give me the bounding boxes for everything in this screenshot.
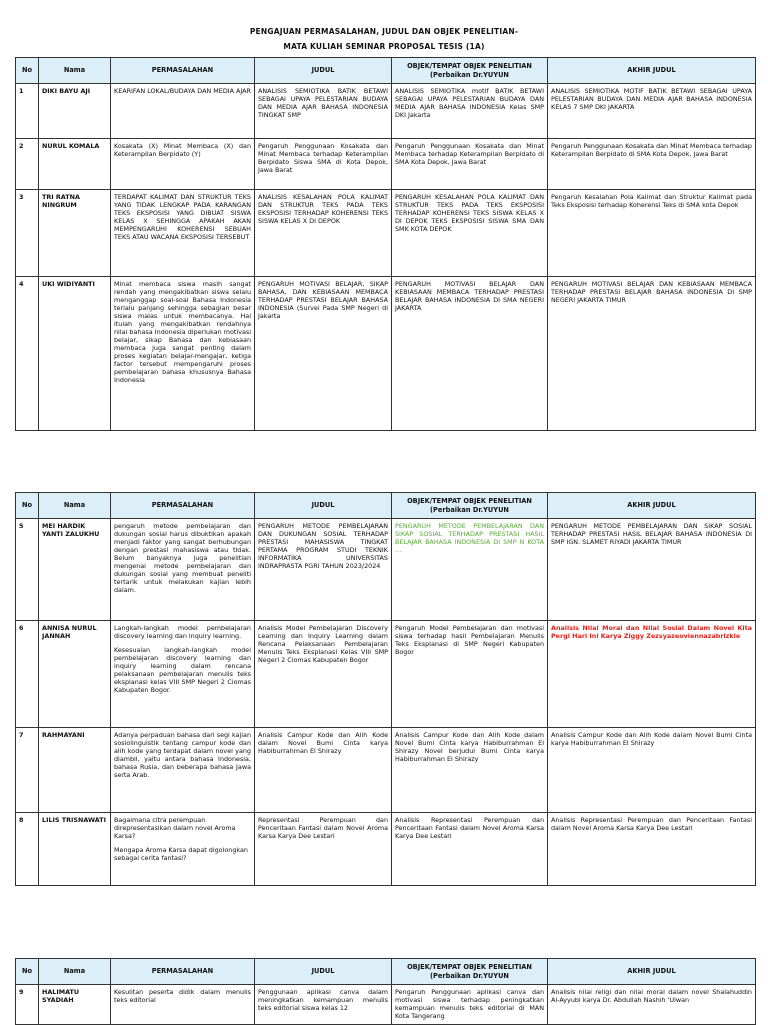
row-judul: Analisis Campur Kode dan Alih Kode dalam Novel Bumi Cinta karya Habiburrahman El Shirazy <box>255 728 392 813</box>
row-permasalahan <box>111 621 255 728</box>
row-objek: PENGARUH KESALAHAN POLA KALIMAT DAN STRUKTUR TEKS PADA TEKS EKSPOSISI TERHADAP KOHERENSI TEKS SISWA KELAS X DI DEPOK TEKS EKSPOSISI SISWA SMA DAN SMK KOTA DEPOK <box>392 190 548 277</box>
row-judul: PENGARUH MOTIVASI BELAJAR, SIKAP BAHASA, DAN KEBIASAAN MEMBACA TERHADAP PRESTASI BELAJAR BAHASA INDONESIA (Survei Pada SMP Negeri di Jakarta <box>255 277 392 431</box>
row-no: 3 <box>16 190 39 277</box>
row-no: 1 <box>16 84 39 139</box>
row-objek: Pengaruh Model Pembelajaran dan motivasi siswa terhadap hasil Pembelajaran Menulis Teks Eksplanasi di SMP Negeri Kabupaten Bogor <box>392 621 548 728</box>
row-judul: ANALISIS KESALAHAN POLA KALIMAT DAN STRUKTUR TEKS PADA TEKS EKSPOSISI TERHADAP KOHERENSI TEKS SISWA KELAS X DI DEPOK <box>255 190 392 277</box>
row-objek: PENGARUH METODE PEMBELAJARAN DAN SIKAP SOSIAL TERHADAP PRESTASI HASIL BELAJAR BAHASA INDONESIA DI SMP N KOTA … <box>392 519 548 621</box>
col-permasalahan: PERMASALAHAN <box>111 58 255 84</box>
row-no: 5 <box>16 519 39 621</box>
row-objek: Pengaruh Penggunaan aplikasi canva dan motivasi siswa terhadap peningkatkan kemampuan menulis teks editorial di MAN Kota Tangerang <box>392 985 548 1025</box>
permasalahan-text: Langkah-langkah model pembelajaran discovery learning dan inquiry learning. <box>114 624 251 640</box>
row-akhir: Analisis nilai religi dan nilai moral dalam novel Shalahuddin Al-Ayyubi karya Dr. Abdullah Nashih 'Ulwan <box>548 985 756 1025</box>
permasalahan-text: Adanya perpaduan bahasa dari segi kajian sosiolinguistik tentang campur kode dan alih kode yang terdapat dalam novel yang diambil, yaitu antara bahasa Indonesia, bahasa Rusia, dan beberapa bahasa Jawa serta Arab. <box>114 731 251 779</box>
row-no: 4 <box>16 277 39 431</box>
row-judul: ANALISIS SEMIOTIKA BATIK BETAWI SEBAGAI UPAYA PELESTARIAN BUDAYA DAN MEDIA AJAR BAHASA INDONESIA TINGKAT SMP <box>255 84 392 139</box>
row-akhir: Analisis Nilai Moral dan Nilai Sosial Dalam Novel Kita Pergi Hari Ini Karya Ziggy Zezsyazeoviennazabrizkie <box>548 621 756 728</box>
table-header-row <box>16 493 756 519</box>
col-akhir: AKHIR JUDUL <box>548 959 756 985</box>
row-judul: Representasi Perempuan dan Penceritaan Fantasi dalam Novel Aroma Karsa Karya Dee Lestari <box>255 813 392 886</box>
permasalahan-text: Bagaimana citra perempuan direpresentasikan dalam novel Aroma Karsa? <box>114 816 236 840</box>
col-objek-sub: (Perbaikan Dr.YUYUN <box>430 505 509 514</box>
row-permasalahan <box>111 84 255 139</box>
proposal-table-1 <box>15 57 756 431</box>
row-permasalahan <box>111 190 255 277</box>
col-akhir: AKHIR JUDUL <box>548 493 756 519</box>
table-row <box>16 728 756 813</box>
proposal-table-2 <box>15 492 756 886</box>
row-judul: Analisis Model Pembelajaran Discovery Learning dan Inquiry Learning dalam Rencana Pelaksanaan Pembelajaran Menulis Teks Eksplanasi Kelas VIII SMP Negeri 2 Ciomas Kabupaten Bogor <box>255 621 392 728</box>
table-header-row <box>16 959 756 985</box>
row-judul: PENGARUH METODE PEMBELAJARAN DAN DUKUNGAN SOSIAL TERHADAP PRESTASI MAHASISWA TINGKAT PERTAMA PROGRAM STUDI TEKNIK INFORMATIKA UNIVERSITAS INDRAPRASTA PGRI TAHUN 2023/2024 <box>255 519 392 621</box>
col-objek-label: OBJEK/TEMPAT OBJEK PENELITIAN <box>407 62 532 71</box>
row-akhir: Pengaruh Kesalahan Pola Kalimat dan Struktur Kalimat pada Teks Eksposisi terhadap Koherensi Teks di SMA kota Depok <box>548 190 756 277</box>
col-objek-sub: (Perbaikan Dr.YUYUN <box>430 70 509 79</box>
row-objek: Analisis Campur Kode dan Alih Kode dalam Novel Bumi Cinta karya Habiburrahman El Shirazy Novel berjudul Bumi Cinta karya Habiburrahman El Shirazy <box>392 728 548 813</box>
col-judul: JUDUL <box>255 959 392 985</box>
permasalahan-text: TERDAPAT KALIMAT DAN STRUKTUR TEKS YANG TIDAK LENGKAP PADA KARANGAN TEKS EKSPOSISI YANG DIBUAT SISWA KELAS X SEHINGGA APAKAH AKAN MEMPENGARUHI KOHERENSI SEBUAH TEKS ATAU WACANA EKSPOSISI TERSEBUT <box>114 193 251 241</box>
table-header-row <box>16 58 756 84</box>
permasalahan-text: KEARIFAN LOKAL/BUDAYA DAN MEDIA AJAR <box>114 87 251 95</box>
col-no: No <box>16 959 39 985</box>
permasalahan-text: pengaruh metode pembelajaran dan dukungan sosial harus dibuktikan apakah menjadi faktor yang sangat berhubungan dengan prestasi mahasiswa atau tidak. Belum banyaknya juga penelitian mengenai metode pembelajaran dan dukungan sosial yang membuat peneliti tertarik untuk melakukan kajian lebih dalam. <box>114 522 251 594</box>
table-row <box>16 190 756 277</box>
row-nama: DIKI BAYU AJI <box>39 84 111 139</box>
table-row <box>16 277 756 431</box>
row-nama: UKI WIDIYANTI <box>39 277 111 431</box>
col-no: No <box>16 493 39 519</box>
row-no: 9 <box>16 985 39 1025</box>
row-permasalahan <box>111 813 255 886</box>
doc-subtitle: MATA KULIAH SEMINAR PROPOSAL TESIS (1A) <box>283 42 485 51</box>
row-nama: NURUL KOMALA <box>39 139 111 190</box>
row-nama: TRI RATNA NINGRUM <box>39 190 111 277</box>
proposal-table-3 <box>15 958 756 1025</box>
row-nama: HALIMATU SYADIAH <box>39 985 111 1025</box>
row-no: 7 <box>16 728 39 813</box>
table-row <box>16 84 756 139</box>
row-objek: PENGARUH MOTIVASI BELAJAR DAN KEBIASAAN MEMBACA TERHADAP PRESTASI BELAJAR BAHASA INDONESIA DI SMA NEGERI JAKARTA <box>392 277 548 431</box>
table-row <box>16 985 756 1025</box>
col-objek-sub: (Perbaikan Dr.YUYUN <box>430 971 509 980</box>
permasalahan-text: Kosakata (X) Minat Membaca (X) dan Keterampilan Berpidato (Y) <box>114 142 251 158</box>
table-row <box>16 621 756 728</box>
row-permasalahan <box>111 139 255 190</box>
row-judul: Penggunaan aplikasi canva dalam meningkatkan kemampuan menulis teks editorial siswa kelas 12 <box>255 985 392 1025</box>
permasalahan-text: Minat membaca siswa masih sangat rendah yang mengakibatkan siswa selalu menganggap soal-soal Bahasa Indonesia terlalu panjang sehingga sebagian besar siswa malas untuk membacanya. Hal itulah yang mengakibatkan rendahnya nilai bahasa Indonesia diperlukan motivasi belajar, sikap Bahasa dan kebiasaan membaca juga sangat penting dalam proses kegiatan belajar-mengajar, ketiga factor tersebut mempengaruhi proses pembelajaran bahasa khususnya Bahasa Indonesia <box>114 280 251 384</box>
row-akhir: Pengaruh Penggunaan Kosakata dan Minat Membaca terhadap Keterampilan Berpidato di SMA Kota Depok, Jawa Barat <box>548 139 756 190</box>
row-objek: Analisis Representasi Perempuan dan Penceritaan Fantasi dalam Novel Aroma Karsa Karya Dee Lestari <box>392 813 548 886</box>
col-permasalahan: PERMASALAHAN <box>111 959 255 985</box>
table-row <box>16 813 756 886</box>
row-permasalahan <box>111 519 255 621</box>
row-akhir: PENGARUH MOTIVASI BELAJAR DAN KEBIASAAN MEMBACA TERHADAP PRESTASI BELAJAR BAHASA INDONESIA DI SMP NEGERI JAKARTA TIMUR <box>548 277 756 431</box>
row-no: 2 <box>16 139 39 190</box>
row-akhir: PENGARUH METODE PEMBELAJARAN DAN SIKAP SOSIAL TERHADAP PRESTASI HASIL BELAJAR BAHASA INDONESIA DI SMP IGN. SLAMET RIYADI JAKARTA TIMUR <box>548 519 756 621</box>
col-no: No <box>16 58 39 84</box>
permasalahan-text: Kesulitan peserta didik dalam menulis teks editorial <box>114 988 251 1004</box>
row-nama: MEI HARDIK YANTI ZALUKHU <box>39 519 111 621</box>
row-akhir: ANALISIS SEMIOTIKA MOTIF BATIK BETAWI SEBAGAI UPAYA PELESTARIAN BUDAYA DAN MEDIA AJAR BAHASA INDONESIA KELAS 7 SMP DKI JAKARTA <box>548 84 756 139</box>
col-objek <box>392 493 548 519</box>
col-objek-label: OBJEK/TEMPAT OBJEK PENELITIAN <box>407 497 532 506</box>
col-nama: Nama <box>39 493 111 519</box>
col-judul: JUDUL <box>255 58 392 84</box>
col-nama: Nama <box>39 959 111 985</box>
row-no: 6 <box>16 621 39 728</box>
col-nama: Nama <box>39 58 111 84</box>
row-permasalahan <box>111 277 255 431</box>
row-permasalahan <box>111 728 255 813</box>
row-judul: Pengaruh Penggunaan Kosakata dan Minat Membaca terhadap Keterampilan Berpidato Siswa SMA di Kota Depok, Jawa Barat <box>255 139 392 190</box>
row-nama: RAHMAYANI <box>39 728 111 813</box>
table-row <box>16 519 756 621</box>
permasalahan-text: Mengapa Aroma Karsa dapat digolongkan sebagai cerita fantasi? <box>114 846 248 862</box>
col-objek-label: OBJEK/TEMPAT OBJEK PENELITIAN <box>407 963 532 972</box>
row-nama: LILIS TRISNAWATI <box>39 813 111 886</box>
doc-title: PENGAJUAN PERMASALAHAN, JUDUL DAN OBJEK PENELITIAN- <box>249 27 519 36</box>
col-permasalahan: PERMASALAHAN <box>111 493 255 519</box>
row-nama: ANNISA NURUL JANNAH <box>39 621 111 728</box>
row-akhir: Analisis Representasi Perempuan dan Penceritaan Fantasi dalam Novel Aroma Karsa Karya Dee Lestari <box>548 813 756 886</box>
row-objek: ANALISIS SEMIOTIKA motif BATIK BETAWI SEBAGAI UPAYA PELESTARIAN BUDAYA DAN MEDIA AJAR BAHASA INDONESIA Kelas SMP DKI Jakarta <box>392 84 548 139</box>
row-permasalahan <box>111 985 255 1025</box>
row-objek: Pengaruh Penggunaan Kosakata dan Minat Membaca terhadap Keterampilan Berpidato di SMA Kota Depok, Jawa Barat <box>392 139 548 190</box>
col-objek <box>392 959 548 985</box>
table-row <box>16 139 756 190</box>
col-objek <box>392 58 548 84</box>
col-akhir: AKHIR JUDUL <box>548 58 756 84</box>
row-no: 8 <box>16 813 39 886</box>
row-akhir: Analisis Campur Kode dan Alih Kode dalam Novel Bumi Cinta karya Habiburrahman El Shirazy <box>548 728 756 813</box>
col-judul: JUDUL <box>255 493 392 519</box>
permasalahan-text: Kesesuaian langkah-langkah model pembelajaran discovery learning dan inquiry learning dalam rencana pelaksanaan pembelajaran menulis teks eksplanasi kelas VIII SMP Negeri 2 Ciomas Kabupaten Bogor. <box>114 646 251 694</box>
